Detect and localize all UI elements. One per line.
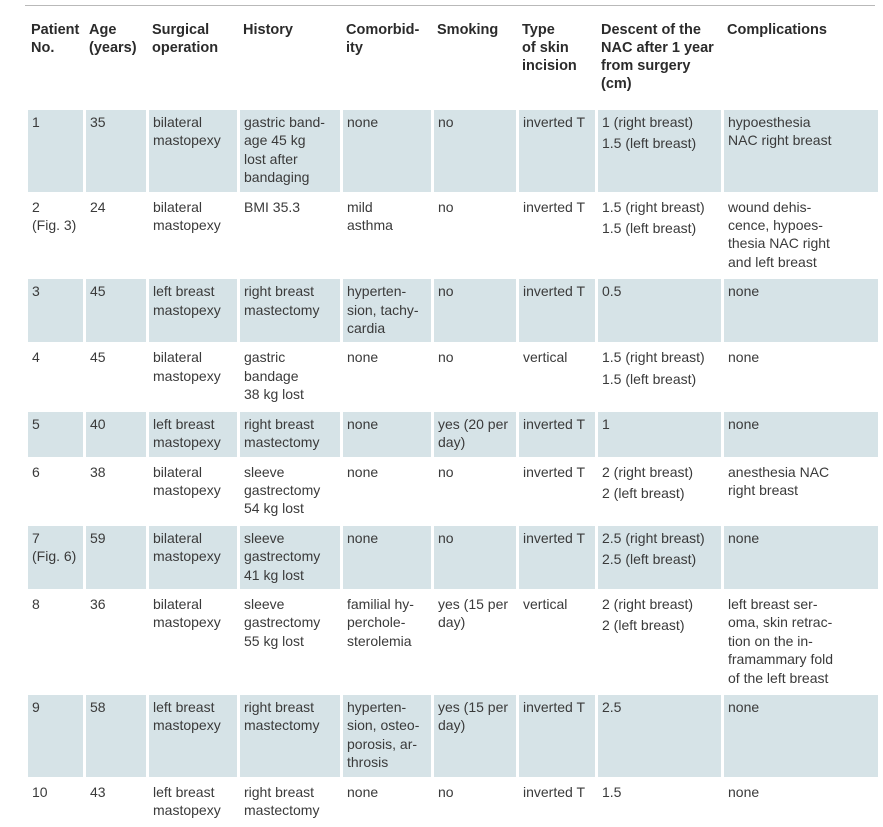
cell-text: vertical: [523, 349, 568, 366]
cell-skin-incision: [519, 279, 595, 342]
cell-smoking: [434, 412, 516, 457]
cell-text: mastopexy: [153, 301, 221, 318]
cell-text: inverted T: [523, 529, 585, 546]
cell-age: [86, 412, 146, 457]
cell-text: 2 (left breast): [602, 617, 685, 634]
cell-text: bilateral: [153, 114, 203, 130]
cell-text: mastopexy: [153, 802, 221, 818]
column-header-line: (years): [89, 40, 137, 56]
cell-text: framammary fold: [728, 651, 834, 668]
cell-smoking: [434, 526, 516, 589]
cell-patient-no: [28, 592, 83, 692]
column-header-surgical-operation: [149, 16, 237, 107]
cell-text: sleeve: [244, 463, 285, 480]
cell-patient-no: [28, 460, 83, 523]
cell-text: no: [438, 349, 454, 366]
column-header-line: Complications: [727, 22, 827, 38]
cell-comorbidity: [343, 695, 431, 777]
cell-text: hyperten-: [347, 283, 407, 300]
cell-history: [240, 412, 340, 457]
cell-text: 4: [32, 349, 40, 366]
cell-nac-descent: [598, 110, 721, 192]
cell-smoking: [434, 195, 516, 277]
cell-text: throsis: [347, 754, 389, 771]
cell-comorbidity: [343, 460, 431, 523]
cell-text: porosis, ar-: [347, 735, 418, 752]
cell-text: sion, tachy-: [347, 301, 419, 318]
cell-text: 1 (right breast): [602, 114, 694, 130]
cell-text: left breast: [153, 415, 215, 432]
cell-text: inverted T: [523, 463, 585, 480]
cell-history: [240, 592, 340, 692]
cell-text: 41 kg lost: [244, 566, 304, 583]
cell-text: 6: [32, 463, 40, 480]
cell-complications: [724, 412, 878, 457]
column-header-line: (cm): [601, 76, 632, 92]
cell-text: day): [438, 434, 466, 451]
cell-surgical-operation: [149, 695, 237, 777]
cell-nac-descent: [598, 279, 721, 342]
cell-text: no: [438, 529, 454, 546]
cell-text: none: [728, 283, 760, 300]
cell-text: 38: [90, 463, 106, 480]
cell-text: 9: [32, 698, 40, 715]
cell-patient-no: [28, 279, 83, 342]
cell-text: gastric: [244, 349, 286, 366]
cell-text: mastopexy: [153, 434, 221, 451]
cell-text: yes (15 per: [438, 698, 509, 715]
column-header-line: ity: [346, 40, 363, 56]
cell-text: tion on the in-: [728, 632, 813, 649]
cell-surgical-operation: [149, 110, 237, 192]
cell-surgical-operation: [149, 412, 237, 457]
cell-comorbidity: [343, 195, 431, 277]
cell-text: inverted T: [523, 698, 585, 715]
cell-age: [86, 110, 146, 192]
cell-text: (Fig. 6): [32, 548, 77, 565]
column-header-history: [240, 16, 340, 107]
header-row: [28, 16, 878, 107]
cell-text: 7: [32, 529, 40, 546]
cell-text: bandage: [244, 367, 299, 384]
cell-text: 1.5 (left breast): [602, 220, 697, 237]
cell-patient-no: [28, 526, 83, 589]
cell-text: 36: [90, 595, 106, 612]
column-header-line: History: [243, 22, 293, 38]
cell-text: inverted T: [523, 198, 585, 215]
cell-text: no: [438, 283, 454, 300]
cell-complications: [724, 695, 878, 777]
cell-age: [86, 460, 146, 523]
cell-smoking: [434, 460, 516, 523]
cell-text: mastopexy: [153, 481, 221, 498]
column-header-smoking: [434, 16, 516, 107]
cell-complications: [724, 780, 878, 825]
cell-text: gastrectomy: [244, 614, 321, 631]
cell-surgical-operation: [149, 279, 237, 342]
table-row: [28, 592, 878, 692]
cell-text: vertical: [523, 595, 568, 612]
column-header-skin-incision: [519, 16, 595, 107]
cell-text: yes (15 per: [438, 595, 509, 612]
cell-surgical-operation: [149, 345, 237, 408]
cell-text: gastrectomy: [244, 481, 321, 498]
cell-text: none: [347, 415, 379, 432]
cell-complications: [724, 279, 878, 342]
cell-nac-descent: [598, 412, 721, 457]
cell-nac-descent: [598, 460, 721, 523]
cell-smoking: [434, 780, 516, 825]
cell-text: no: [438, 463, 454, 480]
cell-history: [240, 526, 340, 589]
cell-text: right breast: [728, 481, 799, 498]
cell-text: perchole-: [347, 614, 406, 631]
cell-text: 2 (left breast): [602, 484, 685, 501]
cell-text: 58: [90, 698, 106, 715]
cell-text: inverted T: [523, 783, 585, 800]
cell-text: 0.5: [602, 283, 622, 300]
cell-text: bilateral: [153, 198, 203, 215]
cell-text: 59: [90, 529, 106, 546]
cell-text: none: [347, 114, 379, 130]
cell-text: mastectomy: [244, 717, 320, 734]
cell-text: 2.5 (left breast): [602, 551, 697, 568]
cell-nac-descent: [598, 695, 721, 777]
cell-nac-descent: [598, 345, 721, 408]
cell-text: age 45 kg: [244, 132, 306, 149]
cell-age: [86, 345, 146, 408]
column-header-line: No.: [31, 40, 55, 56]
cell-text: none: [347, 783, 379, 800]
cell-surgical-operation: [149, 780, 237, 825]
cell-text: 35: [90, 114, 106, 130]
cell-text: mastopexy: [153, 548, 221, 565]
column-header-line: of skin: [522, 40, 569, 56]
column-header-line: Patient: [31, 22, 80, 38]
cell-age: [86, 592, 146, 692]
cell-patient-no: [28, 780, 83, 825]
column-header-complications: [724, 16, 878, 107]
cell-text: 3: [32, 283, 40, 300]
cell-text: 1.5: [602, 783, 622, 800]
cell-text: 45: [90, 283, 106, 300]
cell-text: anesthesia NAC: [728, 463, 830, 480]
cell-text: sion, osteo-: [347, 717, 420, 734]
column-header-nac-descent: [598, 16, 721, 107]
cell-text: and left breast: [728, 253, 817, 270]
cell-text: bandaging: [244, 169, 310, 186]
cell-text: left breast ser-: [728, 595, 818, 612]
cell-text: no: [438, 198, 454, 215]
cell-text: thesia NAC right: [728, 235, 830, 252]
cell-text: none: [347, 349, 379, 366]
cell-skin-incision: [519, 460, 595, 523]
cell-text: mastopexy: [153, 717, 221, 734]
cell-text: bilateral: [153, 529, 203, 546]
cell-surgical-operation: [149, 460, 237, 523]
cell-text: of the left breast: [728, 669, 829, 686]
cell-patient-no: [28, 695, 83, 777]
cell-text: none: [347, 463, 379, 480]
cell-text: yes (20 per: [438, 415, 509, 432]
cell-age: [86, 195, 146, 277]
cell-history: [240, 195, 340, 277]
cell-text: no: [438, 783, 454, 800]
cell-text: 8: [32, 595, 40, 612]
cell-text: 1: [602, 415, 610, 432]
table-row: [28, 460, 878, 523]
cell-text: sleeve: [244, 595, 285, 612]
cell-complications: [724, 345, 878, 408]
cell-skin-incision: [519, 526, 595, 589]
cell-age: [86, 279, 146, 342]
cell-complications: [724, 592, 878, 692]
cell-text: sleeve: [244, 529, 285, 546]
cell-text: 2 (right breast): [602, 595, 694, 612]
cell-text: inverted T: [523, 283, 585, 300]
cell-age: [86, 526, 146, 589]
table-row: [28, 279, 878, 342]
cell-age: [86, 695, 146, 777]
cell-text: NAC right breast: [728, 132, 832, 149]
table-row: [28, 780, 878, 825]
cell-comorbidity: [343, 345, 431, 408]
top-rule: [25, 5, 875, 6]
cell-text: 43: [90, 783, 106, 800]
cell-text: none: [347, 529, 379, 546]
cell-surgical-operation: [149, 592, 237, 692]
cell-text: left breast: [153, 783, 215, 800]
cell-comorbidity: [343, 780, 431, 825]
cell-text: cardia: [347, 320, 386, 337]
cell-text: gastrectomy: [244, 548, 321, 565]
cell-text: 1: [32, 114, 40, 130]
cell-comorbidity: [343, 526, 431, 589]
cell-text: mastectomy: [244, 301, 320, 318]
cell-text: 24: [90, 198, 106, 215]
cell-skin-incision: [519, 345, 595, 408]
column-header-line: from surgery: [601, 58, 691, 74]
table-body: [28, 110, 878, 824]
cell-text: sterolemia: [347, 632, 412, 649]
cell-text: cence, hypoes-: [728, 217, 823, 234]
cell-text: 2.5: [602, 698, 622, 715]
cell-history: [240, 460, 340, 523]
column-header-line: Surgical: [152, 22, 210, 38]
patients-table: [25, 13, 881, 827]
cell-text: inverted T: [523, 415, 585, 432]
table-row: [28, 412, 878, 457]
cell-surgical-operation: [149, 526, 237, 589]
cell-text: 55 kg lost: [244, 632, 304, 649]
cell-history: [240, 345, 340, 408]
cell-surgical-operation: [149, 195, 237, 277]
cell-text: asthma: [347, 217, 393, 234]
table-row: [28, 110, 878, 192]
cell-text: mastopexy: [153, 614, 221, 631]
cell-text: day): [438, 717, 466, 734]
column-header-line: NAC after 1 year: [601, 40, 714, 56]
cell-text: none: [728, 415, 760, 432]
column-header-line: operation: [152, 40, 219, 56]
cell-skin-incision: [519, 110, 595, 192]
cell-smoking: [434, 695, 516, 777]
cell-text: 10: [32, 783, 48, 800]
cell-text: 2.5 (right breast): [602, 529, 705, 546]
cell-text: oma, skin retrac-: [728, 614, 833, 631]
cell-text: left breast: [153, 698, 215, 715]
cell-text: (Fig. 3): [32, 217, 77, 234]
cell-skin-incision: [519, 195, 595, 277]
cell-text: right breast: [244, 698, 315, 715]
cell-history: [240, 279, 340, 342]
cell-text: gastric band-: [244, 114, 325, 130]
cell-text: 1.5 (left breast): [602, 135, 697, 152]
cell-text: 2 (right breast): [602, 463, 694, 480]
cell-text: none: [728, 349, 760, 366]
cell-text: familial hy-: [347, 595, 414, 612]
column-header-line: incision: [522, 58, 577, 74]
cell-text: bilateral: [153, 463, 203, 480]
cell-text: mastectomy: [244, 802, 320, 818]
cell-text: hyperten-: [347, 698, 407, 715]
cell-text: 1.5 (right breast): [602, 198, 705, 215]
table-row: [28, 526, 878, 589]
cell-complications: [724, 195, 878, 277]
cell-comorbidity: [343, 592, 431, 692]
cell-history: [240, 780, 340, 825]
cell-comorbidity: [343, 110, 431, 192]
cell-text: right breast: [244, 283, 315, 300]
cell-text: day): [438, 614, 466, 631]
cell-text: right breast: [244, 783, 315, 800]
cell-complications: [724, 460, 878, 523]
cell-text: inverted T: [523, 114, 585, 130]
column-header-line: Type: [522, 22, 555, 38]
cell-text: none: [728, 529, 760, 546]
cell-skin-incision: [519, 412, 595, 457]
cell-patient-no: [28, 195, 83, 277]
cell-text: 40: [90, 415, 106, 432]
cell-text: no: [438, 114, 454, 130]
cell-text: mild: [347, 198, 373, 215]
cell-nac-descent: [598, 780, 721, 825]
column-header-line: Descent of the: [601, 22, 701, 38]
cell-nac-descent: [598, 195, 721, 277]
cell-text: right breast: [244, 415, 315, 432]
cell-text: 1.5 (left breast): [602, 370, 697, 387]
table-row: [28, 695, 878, 777]
cell-patient-no: [28, 345, 83, 408]
cell-smoking: [434, 592, 516, 692]
cell-text: lost after: [244, 150, 298, 167]
cell-text: mastopexy: [153, 132, 221, 149]
cell-text: BMI 35.3: [244, 198, 301, 215]
cell-text: mastopexy: [153, 217, 221, 234]
cell-text: none: [728, 783, 760, 800]
column-header-comorbidity: [343, 16, 431, 107]
cell-history: [240, 110, 340, 192]
cell-smoking: [434, 279, 516, 342]
cell-text: 2: [32, 198, 40, 215]
cell-smoking: [434, 110, 516, 192]
cell-smoking: [434, 345, 516, 408]
cell-age: [86, 780, 146, 825]
cell-patient-no: [28, 110, 83, 192]
cell-text: none: [728, 698, 760, 715]
cell-nac-descent: [598, 592, 721, 692]
cell-complications: [724, 526, 878, 589]
column-header-line: Comorbid-: [346, 22, 420, 38]
cell-text: bilateral: [153, 595, 203, 612]
cell-text: 1.5 (right breast): [602, 349, 705, 366]
column-header-line: Age: [89, 22, 117, 38]
cell-text: 45: [90, 349, 106, 366]
cell-text: hypoesthesia: [728, 114, 811, 130]
cell-skin-incision: [519, 592, 595, 692]
cell-text: 54 kg lost: [244, 500, 304, 517]
cell-comorbidity: [343, 412, 431, 457]
column-header-patient-no: [28, 16, 83, 107]
cell-text: mastopexy: [153, 367, 221, 384]
column-header-line: Smoking: [437, 22, 499, 38]
table-row: [28, 195, 878, 277]
cell-text: wound dehis-: [728, 198, 812, 215]
cell-text: 5: [32, 415, 40, 432]
cell-patient-no: [28, 412, 83, 457]
cell-complications: [724, 110, 878, 192]
cell-history: [240, 695, 340, 777]
cell-text: 38 kg lost: [244, 386, 304, 403]
cell-text: mastectomy: [244, 434, 320, 451]
cell-skin-incision: [519, 780, 595, 825]
cell-text: left breast: [153, 283, 215, 300]
cell-nac-descent: [598, 526, 721, 589]
cell-text: bilateral: [153, 349, 203, 366]
cell-comorbidity: [343, 279, 431, 342]
table-row: [28, 345, 878, 408]
column-header-age: [86, 16, 146, 107]
cell-skin-incision: [519, 695, 595, 777]
